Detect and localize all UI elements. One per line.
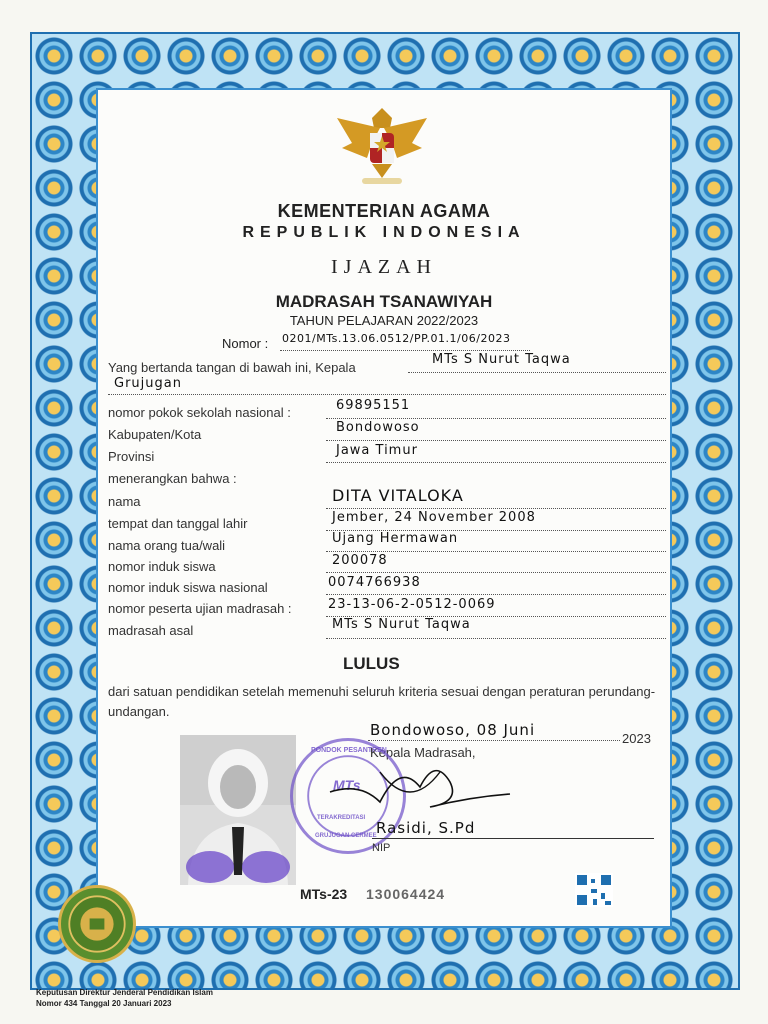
npsn-label: nomor pokok sekolah nasional : <box>108 405 291 420</box>
garuda-emblem-icon <box>332 98 432 193</box>
number-value: 0201/MTs.13.06.0512/PP.01.1/06/2023 <box>282 332 511 345</box>
provinsi-label: Provinsi <box>108 449 155 464</box>
origin-school-label: madrasah asal <box>108 623 194 638</box>
provinsi-dotline <box>326 462 666 463</box>
stamp-bottom-text: GRUJUGAN CERMEE <box>315 833 377 839</box>
nis-value: 200078 <box>332 553 388 568</box>
ministry-title: KEMENTERIAN AGAMA <box>277 201 491 221</box>
ministry-seal-icon <box>58 885 136 963</box>
school-year: TAHUN PELAJARAN 2022/2023 <box>289 313 479 328</box>
exam-number-label: nomor peserta ujian madrasah : <box>108 601 292 616</box>
madrasah-name-dotline <box>408 372 666 373</box>
document-title: IJAZAH <box>331 256 437 278</box>
stamp-ring-text: PONDOK PESANTREN <box>311 747 387 754</box>
madrasah-name-value: MTs S Nurut Taqwa <box>432 352 571 367</box>
npsn-dotline <box>326 418 666 419</box>
signer-underline <box>372 838 654 839</box>
birth-value: Jember, 24 November 2008 <box>332 510 536 525</box>
number-label: Nomor : <box>222 336 269 351</box>
signer-intro-label: Yang bertanda tangan di bawah ini, Kepala <box>108 360 356 375</box>
kabupaten-dotline <box>326 440 666 441</box>
place-date-value: Bondowoso, 08 Juni <box>370 721 536 739</box>
serial-code: MTs-23 <box>300 886 348 902</box>
signature-year: 2023 <box>622 731 651 746</box>
footer-line-2: Nomor 434 Tanggal 20 Januari 2023 <box>36 999 172 1008</box>
exam-number-value: 23-13-06-2-0512-0069 <box>328 597 496 612</box>
parent-label: nama orang tua/wali <box>108 538 226 553</box>
declares-label: menerangkan bahwa : <box>108 471 237 486</box>
nisn-label: nomor induk siswa nasional <box>108 580 268 595</box>
place-date-dotline <box>368 740 620 741</box>
nis-label: nomor induk siswa <box>108 559 216 574</box>
origin-school-value: MTs S Nurut Taqwa <box>332 617 471 632</box>
serial-number: 130064424 <box>366 886 446 902</box>
handwritten-signature <box>320 752 520 822</box>
parent-dotline <box>326 551 666 552</box>
signer-name: Rasidi, S.Pd <box>376 819 476 837</box>
birth-label: tempat dan tanggal lahir <box>108 516 248 531</box>
student-photo <box>180 735 296 885</box>
stamp-center-text: MTs <box>333 777 361 793</box>
parent-value: Ujang Hermawan <box>332 531 459 546</box>
stamp-sub-text: TERAKREDITASI <box>317 815 366 821</box>
origin-school-dotline <box>326 638 666 639</box>
school-type-title: MADRASAH TSANAWIYAH <box>275 292 493 311</box>
nisn-value: 0074766938 <box>328 575 421 590</box>
kabupaten-value: Bondowoso <box>336 420 420 435</box>
provinsi-value: Jawa Timur <box>336 443 418 458</box>
nis-dotline <box>326 572 666 573</box>
student-name-value: DITA VITALOKA <box>332 486 464 505</box>
student-name-label: nama <box>108 494 141 509</box>
qr-code-icon <box>575 873 613 907</box>
number-dotline <box>280 350 530 351</box>
kabupaten-label: Kabupaten/Kota <box>108 427 202 442</box>
pass-status: LULUS <box>343 654 400 673</box>
madrasah-city-value: Grujugan <box>114 376 182 391</box>
country-title: REPUBLIK INDONESIA <box>242 224 526 241</box>
npsn-value: 69895151 <box>336 398 411 413</box>
student-name-dotline <box>326 508 666 509</box>
signer-title: Kepala Madrasah, <box>370 745 476 760</box>
nisn-dotline <box>326 594 666 595</box>
footer-reference <box>36 987 213 1009</box>
pass-statement: dari satuan pendidikan setelah memenuhi seluruh kriteria sesuai dengan peraturan perundang-undangan. <box>108 684 656 719</box>
nip-label: NIP <box>372 842 391 854</box>
madrasah-city-dotline <box>108 394 666 395</box>
footer-line-1: Keputusan Direktur Jenderal Pendidikan Islam <box>36 988 213 997</box>
